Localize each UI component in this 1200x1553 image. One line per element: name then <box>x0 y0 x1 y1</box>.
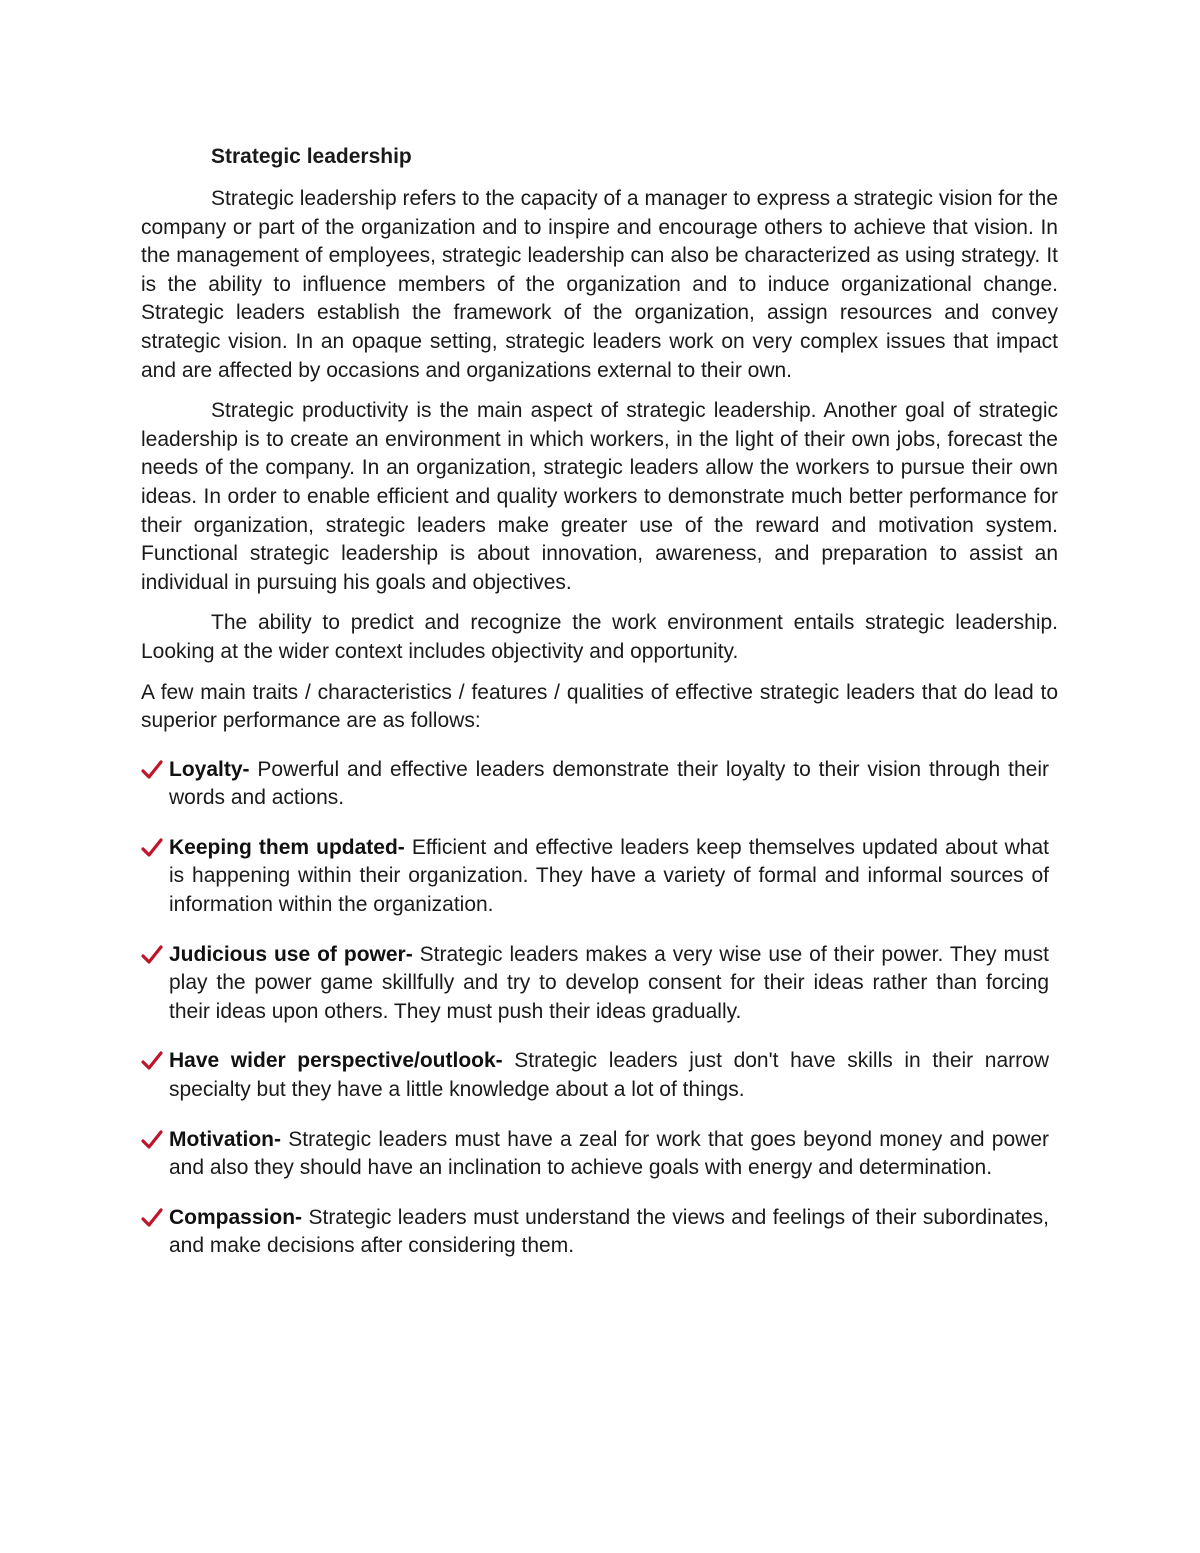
checkmark-icon <box>141 945 163 965</box>
paragraph-ability: The ability to predict and recognize the work environment entails strategic leadership. Looking at the wider context includes objectivity and opportunity. <box>141 611 1058 663</box>
trait-description: Powerful and effective leaders demonstrate their loyalty to their vision through their words and actions. <box>169 757 1049 810</box>
list-item <box>141 941 1049 1027</box>
checkmark-icon <box>141 1130 163 1150</box>
trait-term: Motivation- <box>169 1127 281 1151</box>
list-item <box>141 1204 1049 1261</box>
trait-term: Keeping them updated- <box>169 835 405 859</box>
paragraph-traits-intro: A few main traits / characteristics / features / qualities of effective strategic leaders that do lead to superior performance are as follows: <box>141 680 1058 733</box>
trait-description: Efficient and effective leaders keep themselves updated about what is happening within their organization. They have a variety of formal and informal sources of information within the organization. <box>169 835 1049 917</box>
checkmark-icon <box>141 838 163 858</box>
checkmark-icon <box>141 760 163 780</box>
trait-description: Strategic leaders must understand the views and feelings of their subordinates, and make decisions after considering them. <box>169 1205 1049 1258</box>
document-page <box>141 140 1058 1282</box>
document-title: Strategic leadership <box>211 145 412 168</box>
paragraph-definition: Strategic leadership refers to the capacity of a manager to express a strategic vision for the company or part of the organization and to inspire and encourage others to achieve that vision. In the management of employees, strategic leadership can also be characterized as using strategy. It is the ability to influence members of the organization and to induce organizational change. Strategic leaders establish the framework of the organization, assign resources and convey strategic vision. In an opaque setting, strategic leaders work on very complex issues that impact and are affected by occasions and organizations external to their own. <box>141 187 1058 382</box>
trait-term: Judicious use of power- <box>169 942 413 966</box>
traits-list <box>141 756 1058 1261</box>
trait-description: Strategic leaders just don't have skills in their narrow specialty but they have a little knowledge about a lot of things. <box>169 1049 1049 1102</box>
checkmark-icon <box>141 1051 163 1071</box>
list-item <box>141 1047 1049 1104</box>
checkmark-icon <box>141 1208 163 1228</box>
trait-term: Loyalty- <box>169 757 250 781</box>
list-item <box>141 1126 1049 1183</box>
paragraph-productivity: Strategic productivity is the main aspect of strategic leadership. Another goal of strategic leadership is to create an environment in which workers, in the light of their own jobs, forecast the needs of the company. In an organization, strategic leaders allow the workers to pursue their own ideas. In order to enable efficient and quality workers to demonstrate much better performance for their organization, strategic leaders make greater use of the reward and motivation system. Functional strategic leadership is about innovation, awareness, and preparation to assist an individual in pursuing his goals and objectives. <box>141 399 1058 594</box>
trait-description: Strategic leaders makes a very wise use of their power. They must play the power game skillfully and try to develop consent for their ideas rather than forcing their ideas upon others. They must push their ideas gradually. <box>169 942 1049 1023</box>
trait-term: Compassion- <box>169 1205 303 1229</box>
trait-term: Have wider perspective/outlook- <box>169 1049 503 1073</box>
list-item <box>141 834 1049 920</box>
list-item <box>141 756 1049 813</box>
trait-description: Strategic leaders must have a zeal for work that goes beyond money and power and also they should have an inclination to achieve goals with energy and determination. <box>169 1127 1049 1180</box>
